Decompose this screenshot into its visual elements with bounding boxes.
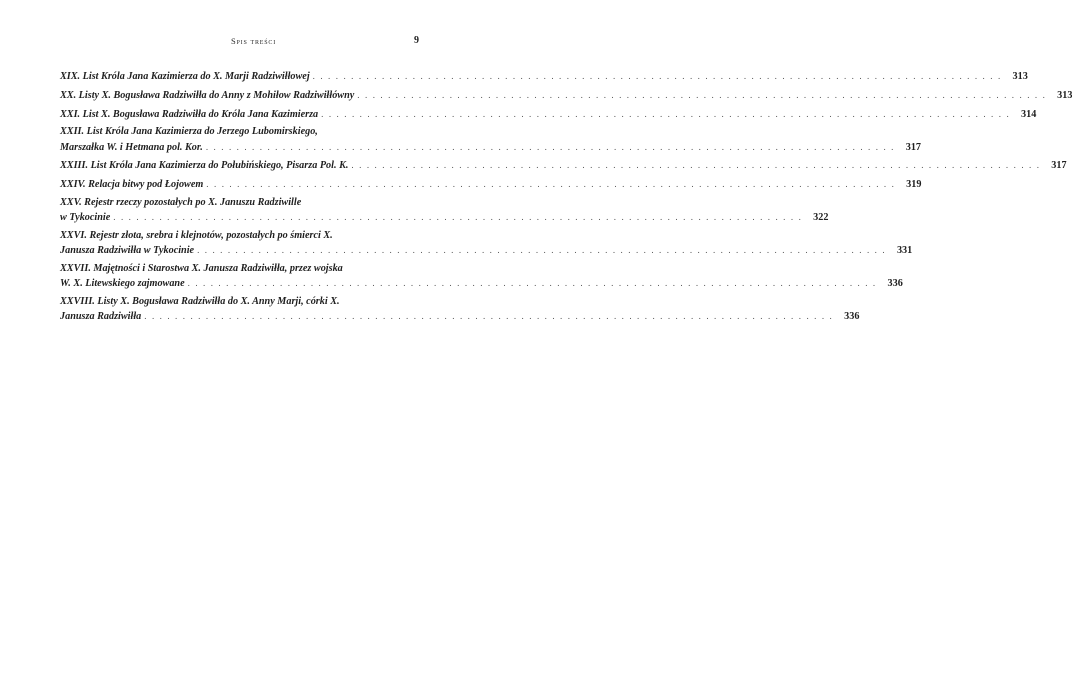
toc-entry-page: 322: [813, 212, 829, 224]
dot-leader: [351, 158, 1040, 172]
dot-leader: [144, 309, 833, 323]
toc-entry-title-line: Janusza Radziwiłła: [60, 311, 142, 323]
toc-entry-row: [60, 140, 921, 155]
toc-entry-page: 331: [896, 245, 913, 257]
toc-entry: [60, 196, 829, 225]
toc-entry-page: 336: [887, 278, 903, 290]
toc-entry-title-line: XXII. List Króla Jana Kazimierza do Jerzego Lubomirskiego,: [60, 126, 318, 138]
toc-entry-page: 313: [1057, 89, 1072, 101]
toc-entry-row: [60, 107, 1037, 122]
table-of-contents: [60, 69, 1072, 328]
toc-entry-title-line: XXIV. Relacja bitwy pod Łojowem: [60, 179, 204, 191]
dot-leader: [206, 177, 895, 191]
toc-entry-row: [60, 69, 1028, 84]
dot-leader: [313, 69, 1002, 83]
toc-entry-row: [60, 276, 903, 291]
toc-entry: [60, 177, 922, 192]
toc-entry-page: 319: [906, 179, 922, 191]
running-head: Spis treści: [231, 36, 276, 46]
toc-entry-title-line: XXVIII. Listy X. Bogusława Radziwiłła do X. Anny Marji, córki X.: [60, 295, 340, 307]
dot-leader: [206, 140, 895, 154]
toc-entry-row: [60, 158, 1067, 173]
toc-entry-row: [60, 210, 829, 225]
toc-entry-title-line: w Tykocinie: [60, 212, 111, 224]
toc-entry-page: 313: [1012, 71, 1028, 82]
toc-entry-row: [60, 88, 1072, 103]
dot-leader: [188, 276, 877, 290]
toc-entry-title-line: Janusza Radziwiłła w Tykocinie: [60, 245, 195, 257]
dot-leader: [321, 107, 1010, 121]
toc-entry: [60, 107, 1037, 122]
toc-entry-row: [60, 243, 913, 258]
toc-entry-title-line: XXV. Rejestr rzeczy pozostałych po X. Januszu Radziwille: [60, 196, 302, 208]
dot-leader: [113, 210, 802, 224]
toc-entry-title-line: XIX. List Króla Jana Kazimierza do X. Marji Radziwiłłowej: [60, 71, 310, 82]
toc-entry-page: 317: [905, 141, 921, 153]
dot-leader: [357, 88, 1046, 102]
toc-entry-page: 317: [1051, 160, 1067, 172]
toc-entry: [60, 295, 860, 324]
page-number: 9: [414, 35, 419, 46]
toc-entry: [60, 262, 903, 291]
toc-entry: [60, 69, 1028, 84]
toc-entry-title-line: XXVII. Majętności i Starostwa X. Janusza Radziwiłła, przez wojska: [60, 262, 343, 274]
dot-leader: [197, 243, 886, 257]
toc-entry: [60, 88, 1072, 103]
toc-entry-title-line: Marszałka W. i Hetmana pol. Kor.: [60, 141, 203, 153]
toc-entry-title-line: XXIII. List Króla Jana Kazimierza do Połubińskiego, Pisarza Pol. K.: [60, 160, 349, 172]
toc-entry: [60, 229, 913, 258]
toc-entry-page: 314: [1021, 108, 1037, 120]
toc-entry-row: [60, 177, 922, 192]
toc-entry-title-line: W. X. Litewskiego zajmowane: [60, 278, 185, 290]
toc-entry-title-line: XX. Listy X. Bogusława Radziwiłła do Anny z Mohiłow Radziwiłłówny: [60, 89, 355, 101]
toc-entry-title-line: XXI. List X. Bogusława Radziwiłła do Króla Jana Kazimierza: [60, 108, 319, 120]
toc-entry-title-line: XXVI. Rejestr złota, srebra i klejnotów, pozostałych po śmierci X.: [60, 229, 333, 241]
toc-entry-row: [60, 309, 860, 324]
toc-entry-page: 336: [844, 311, 860, 323]
toc-entry: [60, 125, 921, 154]
toc-entry: [60, 158, 1067, 173]
